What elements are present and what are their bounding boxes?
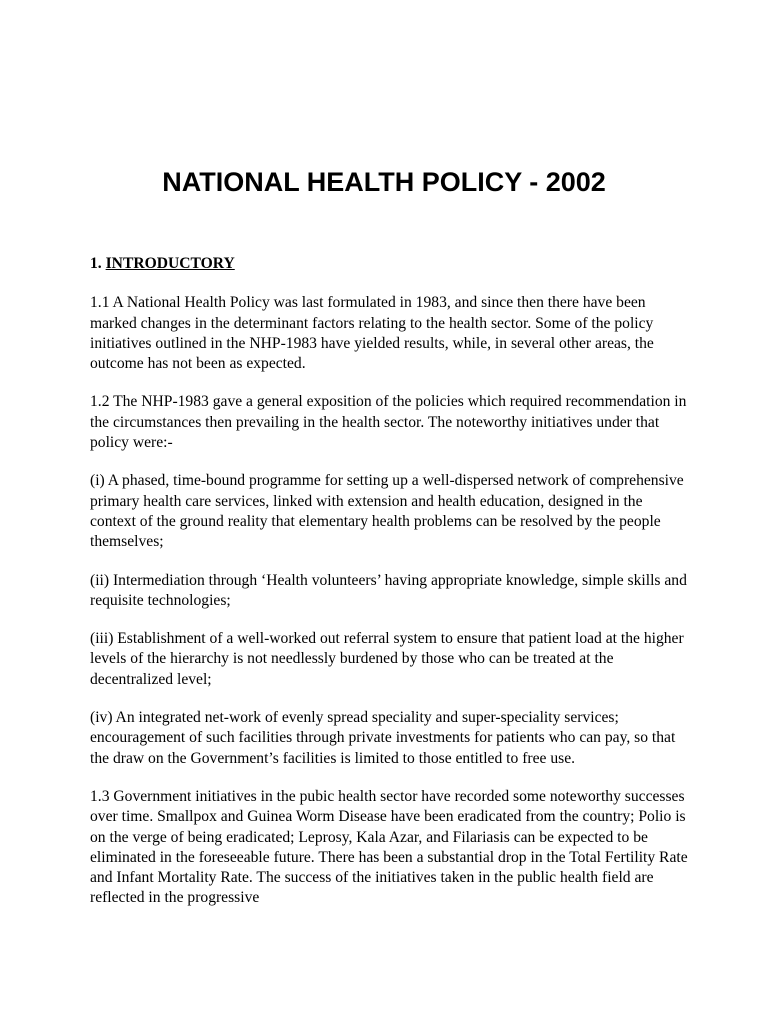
paragraph-1-3: 1.3 Government initiatives in the pubic health sector have recorded some noteworthy successes over time. Smallpox and Guinea Worm Disease have been eradicated from the country; Polio is on the verge of being eradicated; Leprosy, Kala Azar, and Filariasis can be expected to be eliminated in the foreseeable future. There has been a substantial drop in the Total Fertility Rate and Infant Mortality Rate. The success of the initiatives taken in the public health field are reflected in the progressive <box>90 787 688 907</box>
document-title: NATIONAL HEALTH POLICY - 2002 <box>162 167 606 197</box>
list-item-iii: (iii) Establishment of a well-worked out referral system to ensure that patient load at the higher levels of the hierarchy is not needlessly burdened by those who can be treated at the decentralized level; <box>90 630 684 688</box>
list-item-iv: (iv) An integrated net-work of evenly spread speciality and super-speciality services; encouragement of such facilities through private investments for patients who can pay, so that the draw on the Government’s facilities is limited to those entitled to free use. <box>90 709 676 767</box>
list-item-i: (i) A phased, time-bound programme for setting up a well-dispersed network of comprehensive primary health care services, linked with extension and health education, designed in the context of the ground reality that elementary health problems can be resolved by the people themselves; <box>90 472 684 551</box>
document-body <box>90 254 690 927</box>
paragraph-1-1: 1.1 A National Health Policy was last formulated in 1983, and since then there have been marked changes in the determinant factors relating to the health sector. Some of the policy initiatives outlined in the NHP-1983 have yielded results, while, in several other areas, the outcome has not been as expected. <box>90 294 654 373</box>
section-number: 1. <box>90 255 102 272</box>
paragraph-1-2: 1.2 The NHP-1983 gave a general exposition of the policies which required recommendation in the circumstances then prevailing in the health sector. The noteworthy initiatives under that policy were:- <box>90 393 687 452</box>
list-item-ii: (ii) Intermediation through ‘Health volunteers’ having appropriate knowledge, simple skills and requisite technologies; <box>90 571 687 609</box>
section-heading-label: INTRODUCTORY <box>105 255 235 272</box>
section-heading <box>90 254 690 274</box>
